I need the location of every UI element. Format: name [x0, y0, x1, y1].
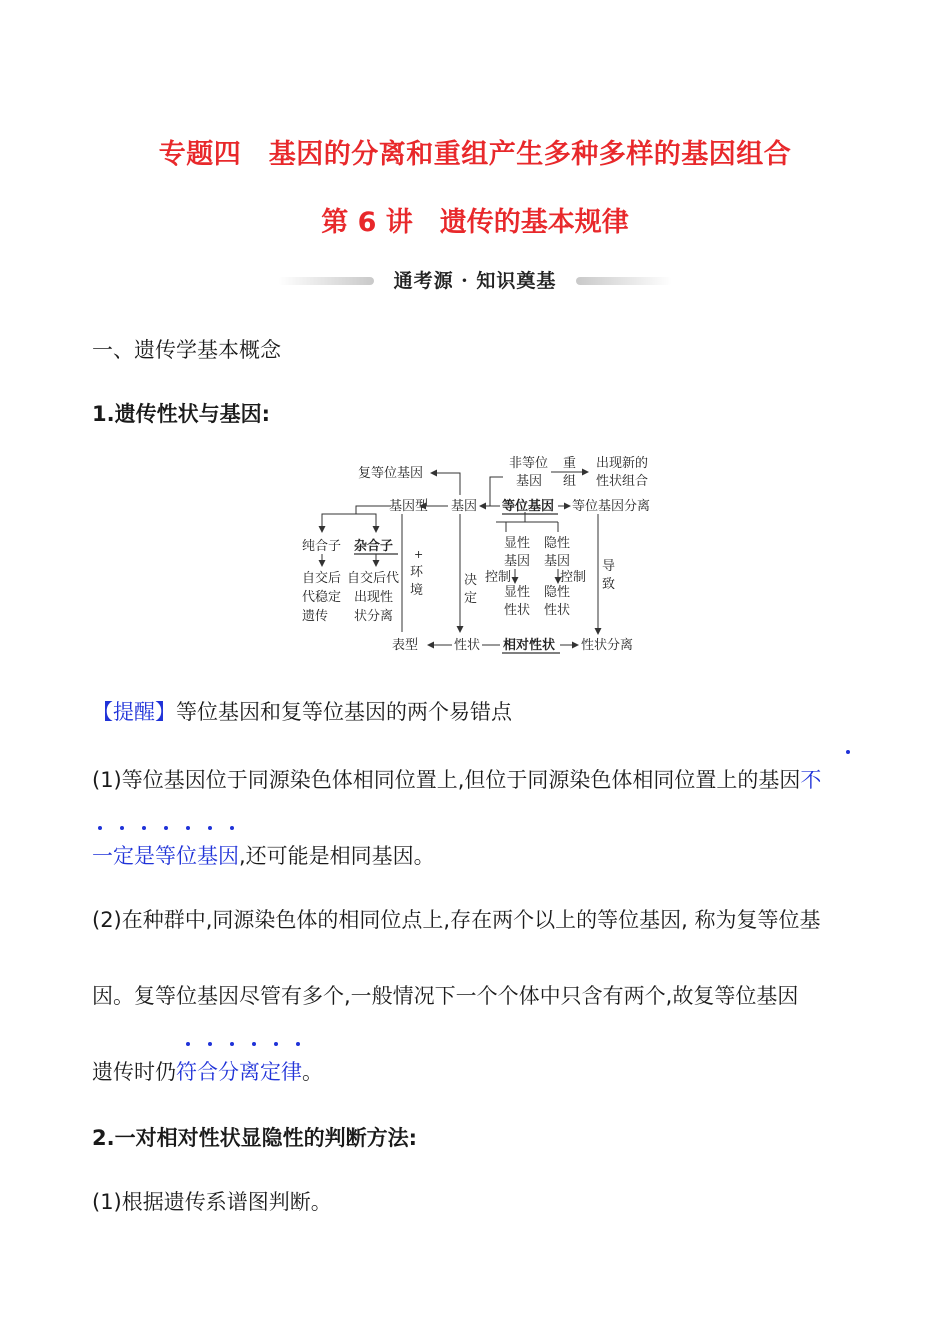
diagram-trait-separation: 性状分离 — [581, 638, 634, 653]
diagram-recessive-gene-1: 隐性 — [544, 536, 571, 551]
point2-line3 — [92, 1056, 323, 1086]
diagram-multiple-alleles: 复等位基因 — [358, 466, 424, 481]
diagram-new-comb-1: 出现新的 — [596, 456, 649, 471]
diagram-genotype: 基因型 — [389, 499, 429, 514]
emphasis-dot — [142, 826, 146, 830]
diagram-lead-to-2: 致 — [602, 577, 616, 592]
reminder-line — [92, 696, 512, 726]
point1-line2 — [92, 840, 435, 870]
emphasis-dot — [208, 1042, 212, 1046]
gene-trait-diagram — [296, 450, 668, 658]
diagram-dominant-gene-2: 基因 — [504, 554, 531, 569]
reminder-tag: 【提醒】 — [92, 700, 176, 724]
diagram-homo-desc-3: 遗传 — [302, 609, 329, 624]
item2-sub1: (1)根据遗传系谱图判断。 — [92, 1190, 332, 1214]
diagram-non-allelic-2: 基因 — [516, 474, 543, 489]
diagram-gene: 基因 — [451, 499, 478, 514]
point1-line1 — [92, 764, 821, 794]
diagram-dominant-trait-2: 性状 — [504, 603, 531, 618]
banner-right-bar — [576, 277, 672, 285]
point2-line2: 因。复等位基因尽管有多个,一般情况下一个个体中只含有两个,故复等位基因 — [92, 984, 799, 1008]
banner-left-bar — [278, 277, 374, 285]
point2-text-c: 。 — [302, 1060, 323, 1084]
point1-emphasis-b: 一定是等位基因 — [92, 844, 239, 868]
diagram-plus: + — [414, 548, 424, 561]
diagram-heterozygote: 杂合子 — [354, 539, 394, 554]
diagram-non-allelic-1: 非等位 — [509, 456, 549, 471]
diagram-env-2: 境 — [410, 583, 424, 598]
diagram-hetero-desc-1: 自交后代 — [347, 571, 400, 586]
point1-emphasis-a: 不 — [800, 768, 822, 792]
emphasis-dot — [164, 826, 168, 830]
topic-title: 专题四 基因的分离和重组产生多种多样的基因组合 — [158, 139, 792, 170]
emphasis-dot — [846, 750, 850, 754]
diagram-trait: 性状 — [454, 638, 481, 653]
diagram-determine-1: 决 — [464, 573, 478, 588]
diagram-env-1: 环 — [410, 565, 424, 580]
diagram-recessive-gene-2: 基因 — [544, 554, 571, 569]
section-banner — [278, 266, 672, 296]
item2-title: 2.一对相对性状显隐性的判断方法: — [92, 1126, 417, 1150]
diagram-determine-2: 定 — [464, 591, 478, 606]
diagram-recessive-trait-2: 性状 — [544, 603, 571, 618]
diagram-phenotype: 表型 — [392, 638, 419, 653]
emphasis-dot — [296, 1042, 300, 1046]
emphasis-dot — [274, 1042, 278, 1046]
diagram-relative-trait: 相对性状 — [503, 638, 556, 653]
point2-line1: (2)在种群中,同源染色体的相同位点上,存在两个以上的等位基因, 称为复等位基 — [92, 908, 821, 932]
banner-text: 通考源 · 知识奠基 — [393, 270, 557, 292]
emphasis-dot — [186, 1042, 190, 1046]
diagram-hetero-desc-3: 状分离 — [354, 609, 394, 624]
point2-emphasis: 符合分离定律 — [176, 1060, 302, 1084]
diagram-lead-to-1: 导 — [602, 559, 616, 574]
lecture-title: 第 6 讲 遗传的基本规律 — [321, 207, 629, 238]
diagram-allele-separation: 等位基因分离 — [572, 499, 651, 514]
item1-title: 1.遗传性状与基因: — [92, 402, 270, 426]
point1-text-b: ,还可能是相同基因。 — [239, 844, 435, 868]
diagram-recessive-trait-1: 隐性 — [544, 585, 571, 600]
section-heading: 一、遗传学基本概念 — [92, 338, 281, 362]
diagram-homo-desc-1: 自交后 — [302, 571, 342, 586]
diagram-new-comb-2: 性状组合 — [596, 474, 649, 489]
emphasis-dot — [186, 826, 190, 830]
diagram-alleles: 等位基因 — [502, 499, 555, 514]
diagram-homozygote: 纯合子 — [302, 539, 342, 554]
emphasis-dot — [98, 826, 102, 830]
reminder-text: 等位基因和复等位基因的两个易错点 — [176, 700, 512, 724]
diagram-recomb-1: 重 — [563, 456, 577, 471]
diagram-control-right: 控制 — [560, 570, 587, 585]
emphasis-dot — [120, 826, 124, 830]
point2-text-a: 遗传时仍 — [92, 1060, 176, 1084]
diagram-recomb-2: 组 — [563, 474, 577, 489]
emphasis-dot — [252, 1042, 256, 1046]
diagram-dominant-gene-1: 显性 — [504, 536, 531, 551]
point1-text-a: (1)等位基因位于同源染色体相同位置上,但位于同源染色体相同位置上的基因 — [92, 768, 801, 792]
diagram-homo-desc-2: 代稳定 — [302, 590, 342, 605]
diagram-dominant-trait-1: 显性 — [504, 585, 531, 600]
emphasis-dot — [208, 826, 212, 830]
diagram-hetero-desc-2: 出现性 — [354, 590, 394, 605]
emphasis-dot — [230, 826, 234, 830]
diagram-control-left: 控制 — [485, 570, 512, 585]
emphasis-dot — [230, 1042, 234, 1046]
